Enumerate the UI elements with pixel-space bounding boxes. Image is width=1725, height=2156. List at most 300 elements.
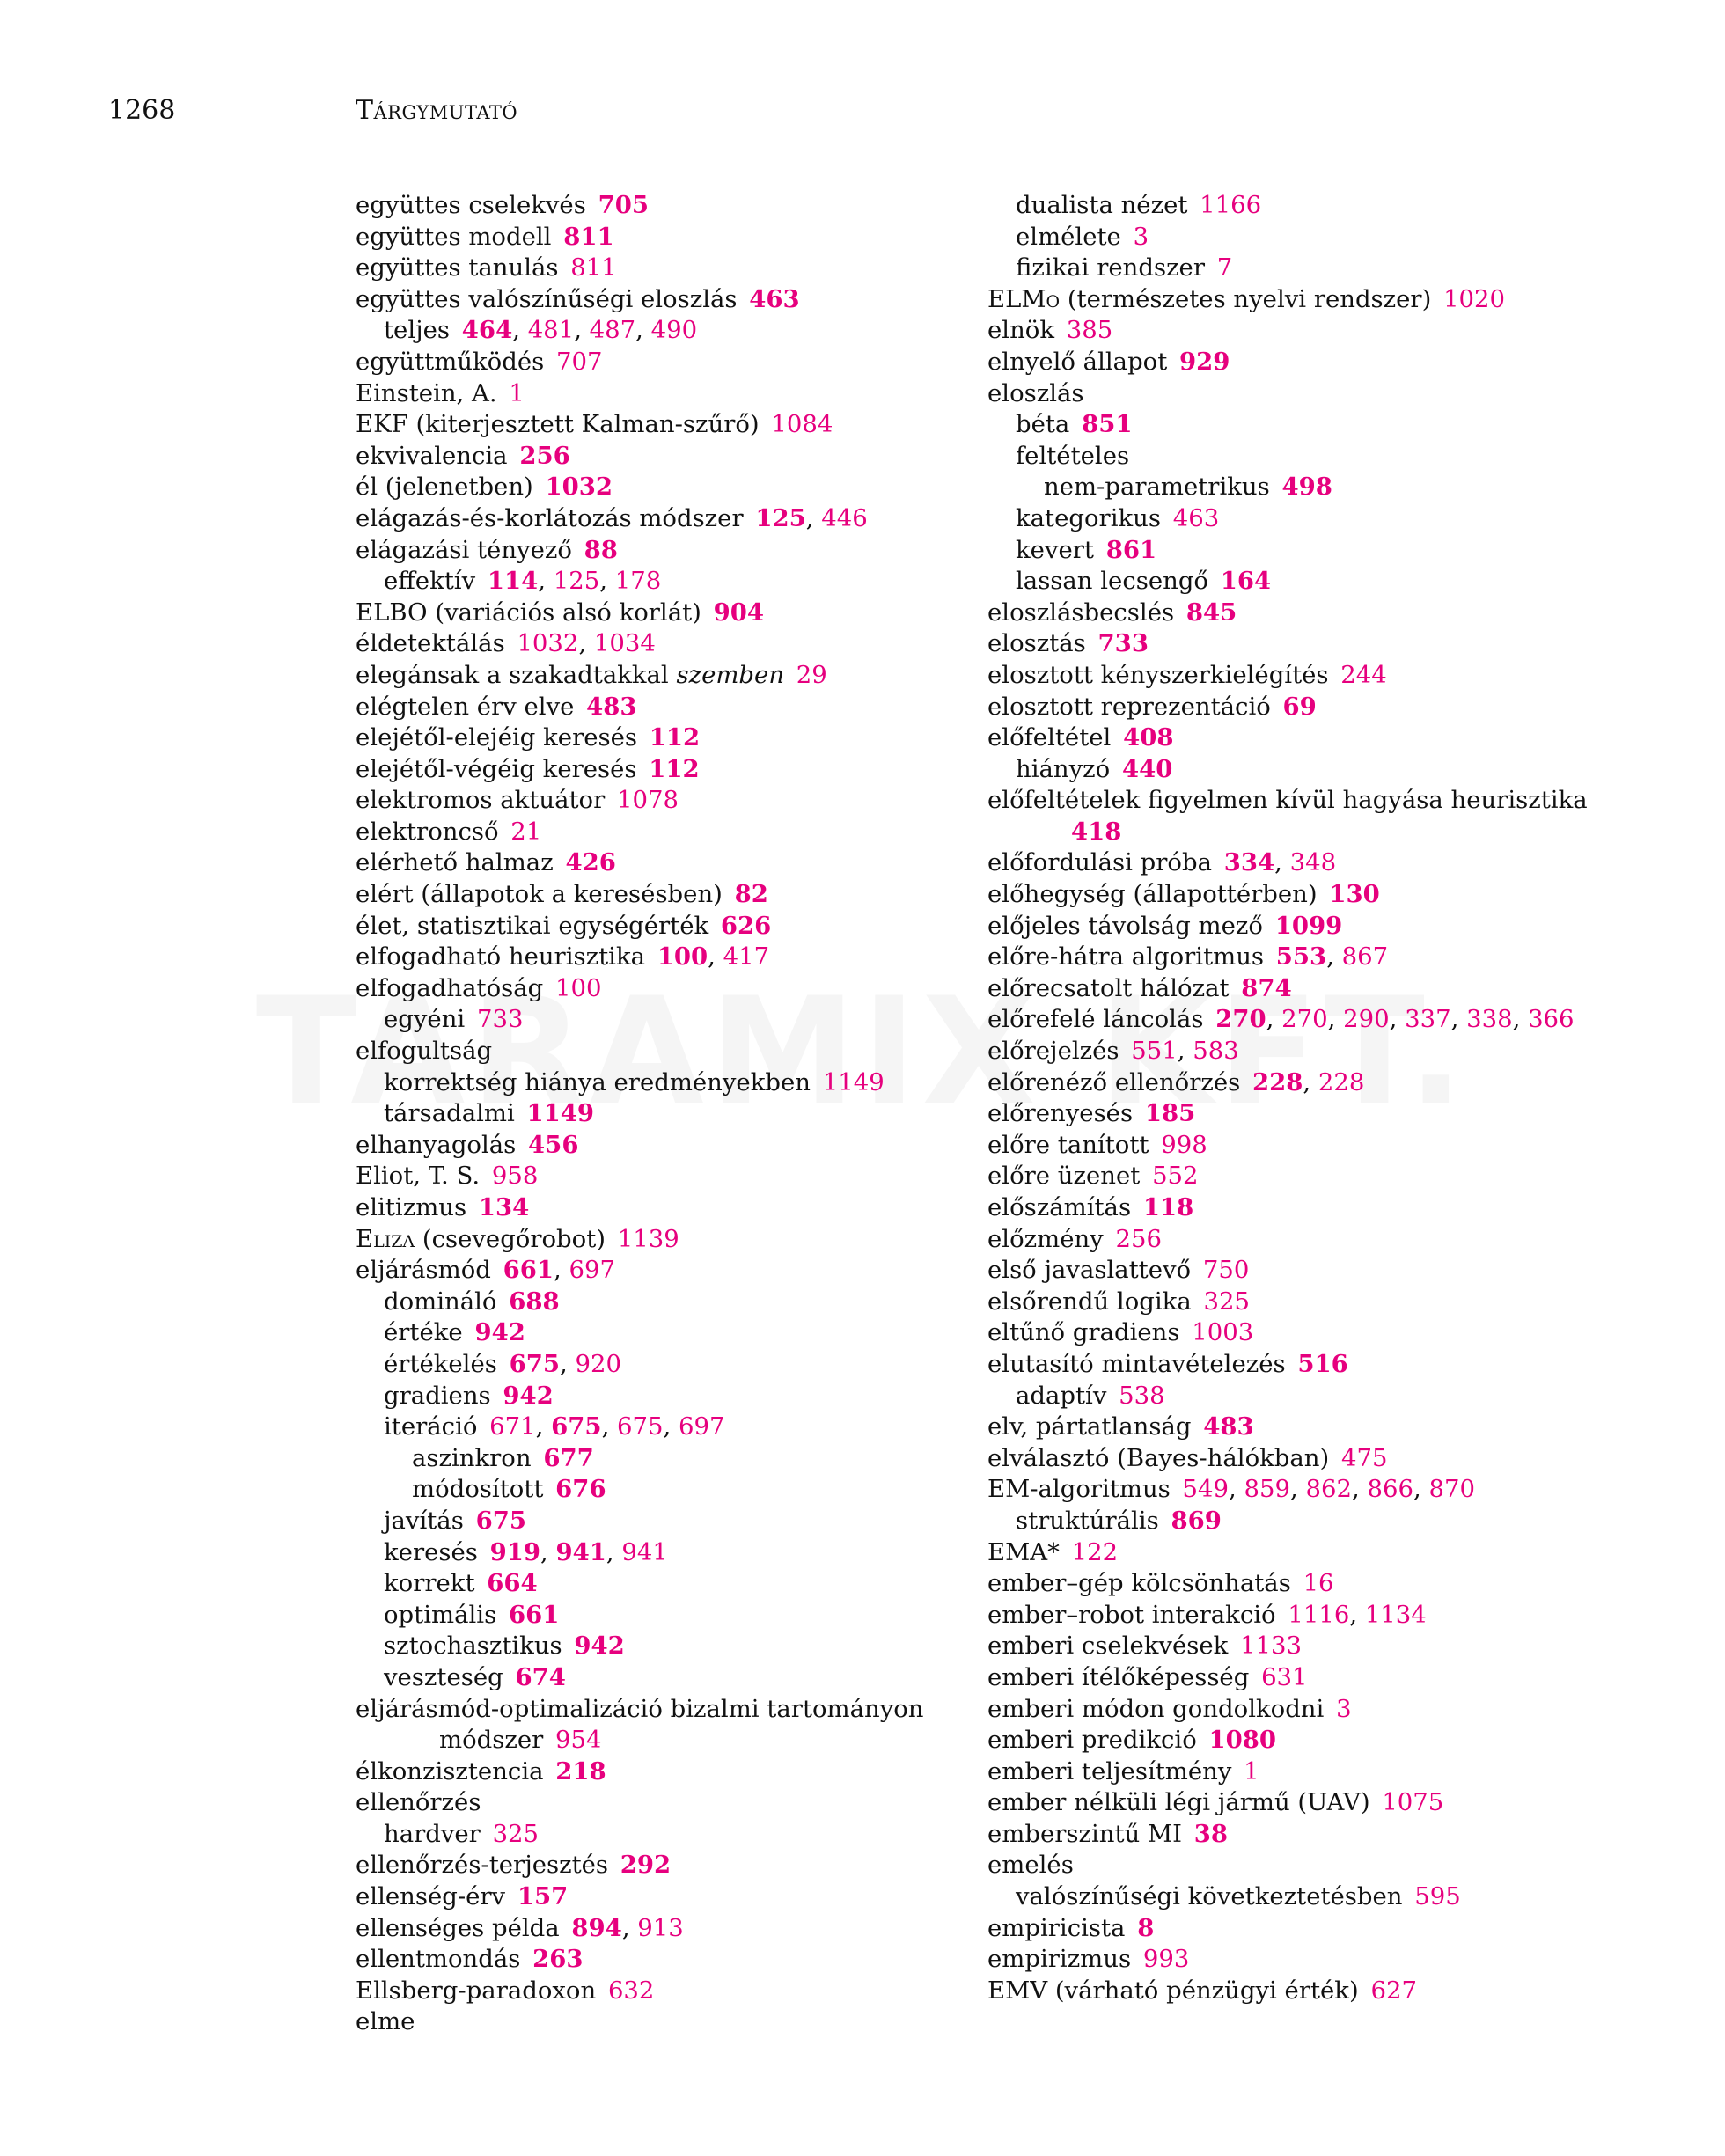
index-entry <box>987 1224 1656 1256</box>
index-term: feltételes <box>1016 441 1130 470</box>
running-title <box>356 93 518 128</box>
index-entry <box>987 722 1656 754</box>
page-ref: 993 <box>1142 1945 1190 1974</box>
index-term: kevert <box>1016 535 1094 564</box>
index-term-suffix: (csevegőrobot) <box>415 1224 606 1253</box>
index-entry: ellenséges példa 894, 913 <box>356 1913 684 1942</box>
index-entry <box>356 472 963 503</box>
index-entry <box>356 1819 963 1851</box>
page-ref: 1149 <box>822 1067 885 1096</box>
page-ref: 549 <box>1182 1475 1230 1504</box>
index-term: fizikai rendszer <box>1016 253 1205 282</box>
page-ref-primary: 69 <box>1282 692 1317 721</box>
index-entry <box>987 1317 1656 1349</box>
index-entry <box>356 879 963 911</box>
index-term: nem-parametrikus <box>1044 473 1270 502</box>
index-term: eljárásmód-optimalizáció bizalmi tartományon <box>356 1694 924 1723</box>
index-entry <box>987 378 1656 410</box>
page-ref: 446 <box>821 503 868 532</box>
page-ref: 811 <box>570 253 617 282</box>
page-ref: 551 <box>1131 1037 1178 1066</box>
page-ref-primary: 919 <box>489 1537 541 1566</box>
index-term: hiányzó <box>1016 754 1111 783</box>
page-ref: 1 <box>509 378 525 407</box>
page-ref-primary: 664 <box>487 1569 538 1598</box>
index-term: ember–robot interakció <box>987 1600 1276 1629</box>
index-entry <box>356 722 963 754</box>
page-ref: 1116 <box>1288 1600 1350 1629</box>
running-title-rest: árgymutató <box>373 95 518 126</box>
page-ref: 1133 <box>1240 1632 1303 1661</box>
index-entry <box>987 253 1656 284</box>
page-ref-primary: 498 <box>1281 473 1332 502</box>
index-term: elme <box>356 2007 415 2036</box>
index-term: korrekt <box>384 1569 475 1598</box>
page-ref: 583 <box>1193 1037 1239 1066</box>
index-entry <box>987 598 1656 629</box>
index-term: elfogadhatóság <box>356 973 544 1002</box>
index-term-suffix: (természetes nyelvi rendszer) <box>1060 284 1432 313</box>
index-term: elágazás-és-korlátozás módszer <box>356 503 744 532</box>
page-ref-primary: 218 <box>555 1756 606 1786</box>
index-term: ellentmondás <box>356 1945 521 1974</box>
page-ref-primary: 674 <box>515 1662 566 1691</box>
index-entry <box>987 535 1656 567</box>
index-entry <box>356 441 963 473</box>
index-entry <box>356 1662 963 1694</box>
index-entry <box>987 1161 1656 1192</box>
index-term: él (jelenetben) <box>356 473 533 502</box>
page-ref: 463 <box>1172 503 1220 532</box>
index-term: előfeltételek figyelmen kívül hagyása heurisztika <box>987 786 1588 815</box>
page-ref-primary: 1080 <box>1208 1726 1277 1755</box>
index-entry <box>987 911 1656 942</box>
page-ref-primary: 114 <box>487 567 539 596</box>
page-ref: 228 <box>1318 1067 1365 1096</box>
index-entry: iteráció 671, 675, 675, 697 <box>384 1412 725 1441</box>
page-ref-primary: 100 <box>657 942 708 972</box>
page-header <box>0 93 1725 128</box>
index-entry <box>356 1787 963 1819</box>
index-term: emberi predikció <box>987 1726 1197 1755</box>
index-entry <box>987 1725 1656 1756</box>
index-entry <box>987 1881 1656 1913</box>
index-term: első javaslattevő <box>987 1256 1192 1285</box>
page-ref-primary: 418 <box>1071 817 1122 846</box>
index-term: értékelés <box>384 1349 497 1378</box>
index-entry <box>356 1850 963 1881</box>
index-entry <box>987 1631 1656 1662</box>
page-ref: 270 <box>1281 1005 1328 1034</box>
index-entry <box>987 1976 1656 2007</box>
index-term: hardver <box>384 1819 481 1848</box>
page-ref: 122 <box>1071 1537 1119 1566</box>
page-ref-primary: 929 <box>1179 347 1230 376</box>
index-term: élet, statisztikai egységérték <box>356 911 709 940</box>
index-term: béta <box>1016 410 1070 439</box>
page-ref: 1003 <box>1192 1318 1254 1347</box>
index-term: emberi teljesítmény <box>987 1756 1232 1786</box>
index-term: elégtelen érv elve <box>356 692 575 721</box>
index-term: elmélete <box>1016 222 1121 251</box>
page-ref-primary: 256 <box>519 441 570 470</box>
page-ref: 627 <box>1370 1976 1417 2005</box>
index-term: aszinkron <box>412 1443 532 1472</box>
page-ref-primary: 38 <box>1193 1819 1229 1848</box>
page-ref-primary: 661 <box>503 1256 554 1285</box>
index-term: teljes <box>384 316 451 345</box>
index-entry <box>356 284 963 316</box>
page-ref: 385 <box>1066 316 1113 345</box>
index-entry: teljes 464, 481, 487, 490 <box>384 316 698 345</box>
page-ref-primary: 228 <box>1252 1067 1303 1096</box>
page-ref: 1 <box>1244 1756 1259 1786</box>
index-entry <box>356 1631 963 1662</box>
index-term: javítás <box>384 1506 464 1535</box>
page-ref-primary: 408 <box>1123 723 1174 752</box>
page-ref-primary: 8 <box>1137 1913 1155 1942</box>
index-term: empiricista <box>987 1913 1126 1942</box>
page-ref: 750 <box>1202 1256 1250 1285</box>
index-entry <box>987 1349 1656 1381</box>
page-ref-primary: 263 <box>532 1945 584 1974</box>
index-entry <box>987 879 1656 911</box>
page-ref-primary: 164 <box>1220 567 1272 596</box>
index-entry <box>356 598 963 629</box>
page-ref: 3 <box>1133 222 1149 251</box>
index-entry <box>987 1287 1656 1318</box>
index-term: elválasztó (Bayes-hálókban) <box>987 1443 1330 1472</box>
index-term: éldetektálás <box>356 629 505 658</box>
index-entry <box>987 1850 1656 1881</box>
index-entry <box>987 503 1656 535</box>
index-entry: előrenéző ellenőrzés 228, 228 <box>987 1067 1365 1096</box>
index-term: eloszlásbecslés <box>987 598 1175 627</box>
index-entry <box>356 1756 963 1788</box>
index-entry <box>356 1381 963 1412</box>
index-entry <box>987 1662 1656 1694</box>
index-term: együttműködés <box>356 347 545 376</box>
page-ref: 958 <box>491 1162 539 1191</box>
page-ref: 337 <box>1405 1005 1451 1034</box>
index-term-smallcaps: o <box>1046 284 1061 313</box>
index-term: elfogadható heurisztika <box>356 942 646 972</box>
index-entry <box>356 754 963 786</box>
page-ref: 631 <box>1261 1662 1308 1691</box>
page-ref: 1084 <box>771 410 833 439</box>
page-ref: 348 <box>1289 848 1337 877</box>
index-term: eltűnő gradiens <box>987 1318 1180 1347</box>
page-ref-primary: 270 <box>1215 1005 1266 1034</box>
page-ref-primary: 118 <box>1142 1193 1194 1221</box>
index-term: domináló <box>384 1287 497 1316</box>
page-ref: 338 <box>1466 1005 1513 1034</box>
index-entry <box>987 1098 1656 1130</box>
page-ref: 1166 <box>1200 191 1262 219</box>
index-term: előfeltétel <box>987 723 1112 752</box>
index-term: elérhető halmaz <box>356 848 554 877</box>
page-ref-primary: 185 <box>1144 1099 1196 1128</box>
index-term: értéke <box>384 1318 463 1347</box>
page-ref-primary: 464 <box>461 316 513 345</box>
page-ref-primary: 942 <box>474 1318 525 1347</box>
index-term: előrejelzés <box>987 1037 1119 1066</box>
index-term: elnök <box>987 316 1055 345</box>
page-ref: 954 <box>555 1726 602 1755</box>
index-term: emberi cselekvések <box>987 1632 1229 1661</box>
index-entry <box>356 409 963 441</box>
page-ref-primary: 112 <box>649 754 700 783</box>
page-ref-primary: 292 <box>620 1851 672 1880</box>
index-entry <box>356 1725 963 1756</box>
index-term: elejétől-elejéig keresés <box>356 723 637 752</box>
index-term: előre-hátra algoritmus <box>987 942 1265 972</box>
index-term: lassan lecsengő <box>1016 567 1208 596</box>
index-term: kategorikus <box>1016 503 1161 532</box>
index-entry <box>987 1192 1656 1224</box>
index-entry <box>987 222 1656 253</box>
page-ref-primary: 677 <box>543 1443 594 1472</box>
page-ref: 867 <box>1341 942 1389 972</box>
page-ref-primary: 1032 <box>545 473 613 502</box>
page-ref: 862 <box>1305 1475 1352 1504</box>
page-ref-primary: 463 <box>749 284 800 313</box>
page-ref: 913 <box>637 1913 684 1942</box>
index-entry <box>987 785 1656 817</box>
index-term: EMV (várható pénzügyi érték) <box>987 1976 1359 2005</box>
page-ref-primary: 88 <box>584 535 618 564</box>
page-ref: 7 <box>1216 253 1233 282</box>
index-entry <box>356 692 963 723</box>
index-term: együttes valószínűségi eloszlás <box>356 284 738 313</box>
page-ref: 552 <box>1152 1162 1199 1191</box>
page-ref: 366 <box>1528 1005 1575 1034</box>
index-entry <box>987 1913 1656 1945</box>
index-entry: előre-hátra algoritmus 553, 867 <box>987 942 1389 972</box>
index-term: előzmény <box>987 1224 1104 1253</box>
index-entry <box>987 315 1656 347</box>
index-term: struktúrális <box>1016 1506 1159 1535</box>
index-term: előre üzenet <box>987 1162 1141 1191</box>
index-entry <box>356 2006 963 2038</box>
page-ref: 1075 <box>1382 1788 1444 1817</box>
page-ref: 475 <box>1341 1443 1388 1472</box>
index-entry <box>356 1036 963 1067</box>
page-ref-primary: 941 <box>555 1537 606 1566</box>
page-ref-primary: 869 <box>1171 1506 1222 1535</box>
index-entry <box>987 1694 1656 1726</box>
index-entry <box>356 222 963 253</box>
index-entry <box>356 1224 963 1256</box>
index-entry <box>356 847 963 879</box>
index-entry <box>987 1756 1656 1788</box>
page-ref: 125 <box>553 567 600 596</box>
index-term: elosztott reprezentáció <box>987 692 1271 721</box>
page-ref: 29 <box>796 660 827 689</box>
index-term: elegánsak a szakadtakkal <box>356 660 669 689</box>
index-entry <box>356 973 963 1005</box>
index-entry <box>356 1976 963 2007</box>
page-ref-primary: 874 <box>1241 973 1292 1002</box>
index-entry <box>987 1819 1656 1851</box>
index-term: egyéni <box>384 1005 466 1034</box>
index-term: ember–gép kölcsönhatás <box>987 1569 1291 1598</box>
index-term: effektív <box>384 567 476 596</box>
page-ref: 671 <box>489 1412 536 1441</box>
index-term: emberi módon gondolkodni <box>987 1694 1325 1723</box>
index-term: együttes cselekvés <box>356 191 586 219</box>
page-ref-primary: 661 <box>508 1600 560 1629</box>
page-ref: 920 <box>575 1349 622 1378</box>
index-entry: előrefelé láncolás 270, 270, 290, 337, 338, 366 <box>987 1005 1575 1034</box>
page-ref: 870 <box>1428 1475 1475 1504</box>
index-entry <box>356 1287 963 1318</box>
page-ref: 256 <box>1115 1224 1162 1253</box>
page-ref: 1134 <box>1364 1600 1427 1629</box>
page-ref: 1020 <box>1443 284 1506 313</box>
index-entry <box>987 1381 1656 1412</box>
page-ref: 1139 <box>617 1224 679 1253</box>
page-ref-primary: 811 <box>563 222 614 251</box>
index-entry <box>987 754 1656 786</box>
page-ref-primary: 553 <box>1275 942 1327 972</box>
index-entry <box>987 1787 1656 1819</box>
page-ref-primary: 626 <box>720 911 772 940</box>
index-entry <box>356 1506 963 1537</box>
index-term: valószínűségi következtetésben <box>1016 1882 1403 1911</box>
index-entry <box>987 973 1656 1005</box>
page-ref: 538 <box>1119 1381 1165 1410</box>
page-ref: 244 <box>1340 660 1387 689</box>
index-entry <box>356 1474 963 1506</box>
page-ref: 866 <box>1367 1475 1413 1504</box>
index-term: előre tanított <box>987 1130 1149 1159</box>
page-ref-primary: 861 <box>1105 535 1157 564</box>
index-term: ember nélküli légi jármű (UAV) <box>987 1788 1370 1817</box>
page-ref: 325 <box>1203 1287 1250 1316</box>
index-entry <box>356 253 963 284</box>
page-ref-primary: 688 <box>509 1287 560 1316</box>
page-ref: 707 <box>555 347 603 376</box>
index-entry <box>356 660 963 692</box>
page-ref-primary: 942 <box>503 1381 554 1410</box>
index-term: előrecsatolt hálózat <box>987 973 1230 1002</box>
index-term: elhanyagolás <box>356 1130 517 1159</box>
index-term: ellenség-érv <box>356 1882 506 1911</box>
index-term: ellenőrzés <box>356 1788 481 1817</box>
page-ref-primary: 112 <box>649 723 701 752</box>
index-entry <box>356 1161 963 1192</box>
index-entry <box>987 1506 1656 1537</box>
index-entry <box>987 566 1656 598</box>
index-term: élkonzisztencia <box>356 1756 544 1786</box>
page-ref-primary: 676 <box>555 1475 606 1504</box>
index-entry <box>356 535 963 567</box>
index-entry <box>987 1130 1656 1162</box>
index-entry <box>356 1944 963 1976</box>
index-entry <box>987 190 1656 222</box>
index-entry <box>356 1317 963 1349</box>
page-ref: 16 <box>1303 1569 1334 1598</box>
index-entry <box>987 1255 1656 1287</box>
index-column-right <box>987 190 1656 2006</box>
index-term: elejétől-végéig keresés <box>356 754 637 783</box>
page-ref-primary: 904 <box>713 598 765 627</box>
index-term: módosított <box>412 1475 544 1504</box>
page-ref-primary: 851 <box>1082 410 1133 439</box>
index-term: elutasító mintavételezés <box>987 1349 1286 1378</box>
index-entry <box>987 347 1656 378</box>
index-entry: ember–robot interakció 1116, 1134 <box>987 1600 1427 1629</box>
index-entry: elfogadható heurisztika 100, 417 <box>356 942 770 972</box>
index-term: ELBO (variációs alsó korlát) <box>356 598 701 627</box>
page-ref-primary: 516 <box>1297 1349 1348 1378</box>
page-ref-primary: 334 <box>1223 848 1275 877</box>
index-entry <box>356 378 963 410</box>
index-term: veszteség <box>384 1662 503 1691</box>
page-ref-primary: 134 <box>478 1193 530 1221</box>
page-ref: 487 <box>589 316 636 345</box>
index-term: előrenyesés <box>987 1099 1134 1128</box>
index-term: együttes modell <box>356 222 552 251</box>
page-ref-primary: 426 <box>565 848 616 877</box>
page-ref-primary: 845 <box>1185 598 1237 627</box>
index-term: gradiens <box>384 1381 491 1410</box>
index-term: ellenőrzés-terjesztés <box>356 1851 609 1880</box>
index-term: keresés <box>384 1537 478 1566</box>
page-ref-primary: 440 <box>1121 754 1173 783</box>
page-ref: 632 <box>607 1976 655 2005</box>
index-entry: értékelés 675, 920 <box>384 1349 622 1378</box>
index-term: módszer <box>439 1726 544 1755</box>
index-term: adaptív <box>1016 1381 1107 1410</box>
page-ref-primary: 942 <box>574 1632 625 1661</box>
page-ref: 325 <box>492 1819 540 1848</box>
index-entry <box>987 1537 1656 1569</box>
page-ref: 21 <box>510 817 542 846</box>
index-term: eljárásmód <box>356 1256 491 1285</box>
index-entry <box>987 1568 1656 1600</box>
page-ref-primary: 675 <box>475 1506 526 1535</box>
page-ref-primary: 157 <box>517 1882 569 1911</box>
index-term: ekvivalencia <box>356 441 508 470</box>
index-term: előjeles távolság mező <box>987 911 1263 940</box>
index-entry <box>356 1568 963 1600</box>
index-term: elsőrendű logika <box>987 1287 1192 1316</box>
page-ref: 290 <box>1343 1005 1390 1034</box>
index-entry <box>356 1004 963 1036</box>
index-term: együttes tanulás <box>356 253 559 282</box>
page-ref: 178 <box>614 567 662 596</box>
index-entry <box>356 1600 963 1632</box>
index-term: elnyelő állapot <box>987 347 1168 376</box>
index-entry: keresés 919, 941, 941 <box>384 1537 668 1566</box>
page-ref-primary: 456 <box>528 1130 579 1159</box>
index-entry <box>356 1443 963 1475</box>
index-entry <box>987 441 1656 473</box>
index-term: ELM <box>987 284 1046 313</box>
index-term: emberi ítélőképesség <box>987 1662 1250 1691</box>
index-entry <box>356 1694 963 1726</box>
page-number: 1268 <box>108 95 176 126</box>
index-entry <box>987 284 1656 316</box>
index-term: sztochasztikus <box>384 1632 562 1661</box>
index-entry <box>987 628 1656 660</box>
index-term: Eliza <box>356 1224 415 1253</box>
index-term: Eliot, T. S. <box>356 1162 481 1191</box>
page-ref: 481 <box>527 316 575 345</box>
index-entry <box>356 1192 963 1224</box>
